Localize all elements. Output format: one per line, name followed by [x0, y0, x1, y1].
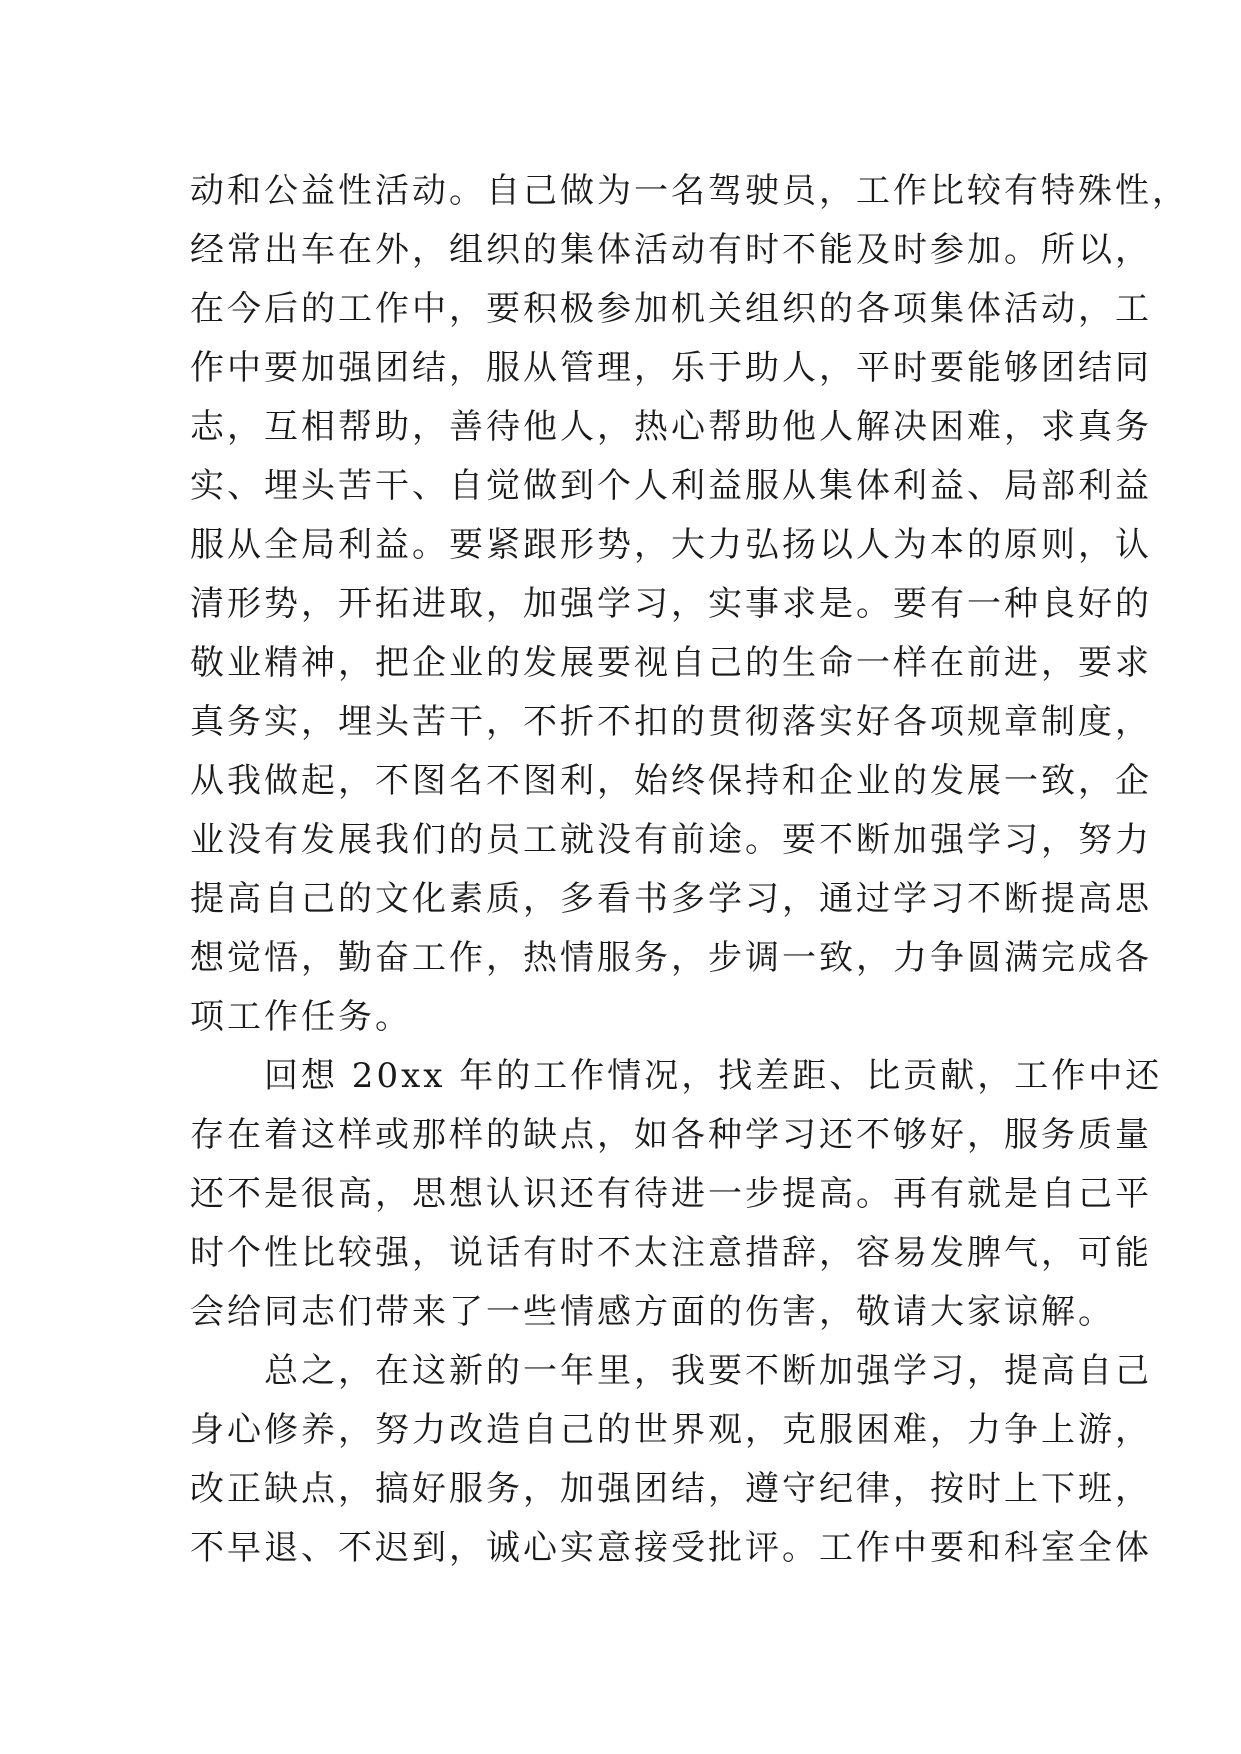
text-line: 提高自己的文化素质，多看书多学习，通过学习不断提高思 [190, 879, 1152, 919]
text-line: 作中要加强团结，服从管理，乐于助人，平时要能够团结同 [190, 348, 1152, 388]
text-line: 回想 20xx 年的工作情况，找差距、比贡献，工作中还 [190, 1056, 1163, 1096]
text-line: 实、埋头苦干、自觉做到个人利益服从集体利益、局部利益 [190, 466, 1152, 506]
text-line: 时个性比较强，说话有时不太注意措辞，容易发脾气，可能 [190, 1233, 1152, 1273]
text-line: 服从全局利益。要紧跟形势，大力弘扬以人为本的原则，认 [190, 525, 1152, 565]
text-line: 经常出车在外，组织的集体活动有时不能及时参加。所以， [190, 230, 1152, 270]
text-line: 改正缺点，搞好服务，加强团结，遵守纪律，按时上下班， [190, 1469, 1152, 1509]
text-line: 从我做起，不图名不图利，始终保持和企业的发展一致，企 [190, 761, 1152, 801]
body-text [190, 162, 1189, 1578]
text-line: 想觉悟，勤奋工作，热情服务，步调一致，力争圆满完成各 [190, 938, 1152, 978]
text-line: 项工作任务。 [190, 997, 412, 1037]
text-line: 清形势，开拓进取，加强学习，实事求是。要有一种良好的 [190, 584, 1152, 624]
text-line: 动和公益性活动。自己做为一名驾驶员，工作比较有特殊性， [190, 171, 1189, 211]
text-line: 真务实，埋头苦干，不折不扣的贯彻落实好各项规章制度， [190, 702, 1152, 742]
text-line: 存在着这样或那样的缺点，如各种学习还不够好，服务质量 [190, 1115, 1152, 1155]
text-line: 还不是很高，思想认识还有待进一步提高。再有就是自己平 [190, 1174, 1152, 1214]
text-line: 敬业精神，把企业的发展要视自己的生命一样在前进，要求 [190, 643, 1152, 683]
text-line: 不早退、不迟到，诚心实意接受批评。工作中要和科室全体 [190, 1528, 1152, 1568]
text-line: 会给同志们带来了一些情感方面的伤害，敬请大家谅解。 [190, 1292, 1115, 1332]
text-line: 身心修养，努力改造自己的世界观，克服困难，力争上游， [190, 1410, 1152, 1450]
text-line: 业没有发展我们的员工就没有前途。要不断加强学习，努力 [190, 820, 1152, 860]
text-line: 志，互相帮助，善待他人，热心帮助他人解决困难，求真务 [190, 407, 1152, 447]
text-line: 总之，在这新的一年里，我要不断加强学习，提高自己 [190, 1351, 1152, 1391]
text-line: 在今后的工作中，要积极参加机关组织的各项集体活动，工 [190, 289, 1152, 329]
